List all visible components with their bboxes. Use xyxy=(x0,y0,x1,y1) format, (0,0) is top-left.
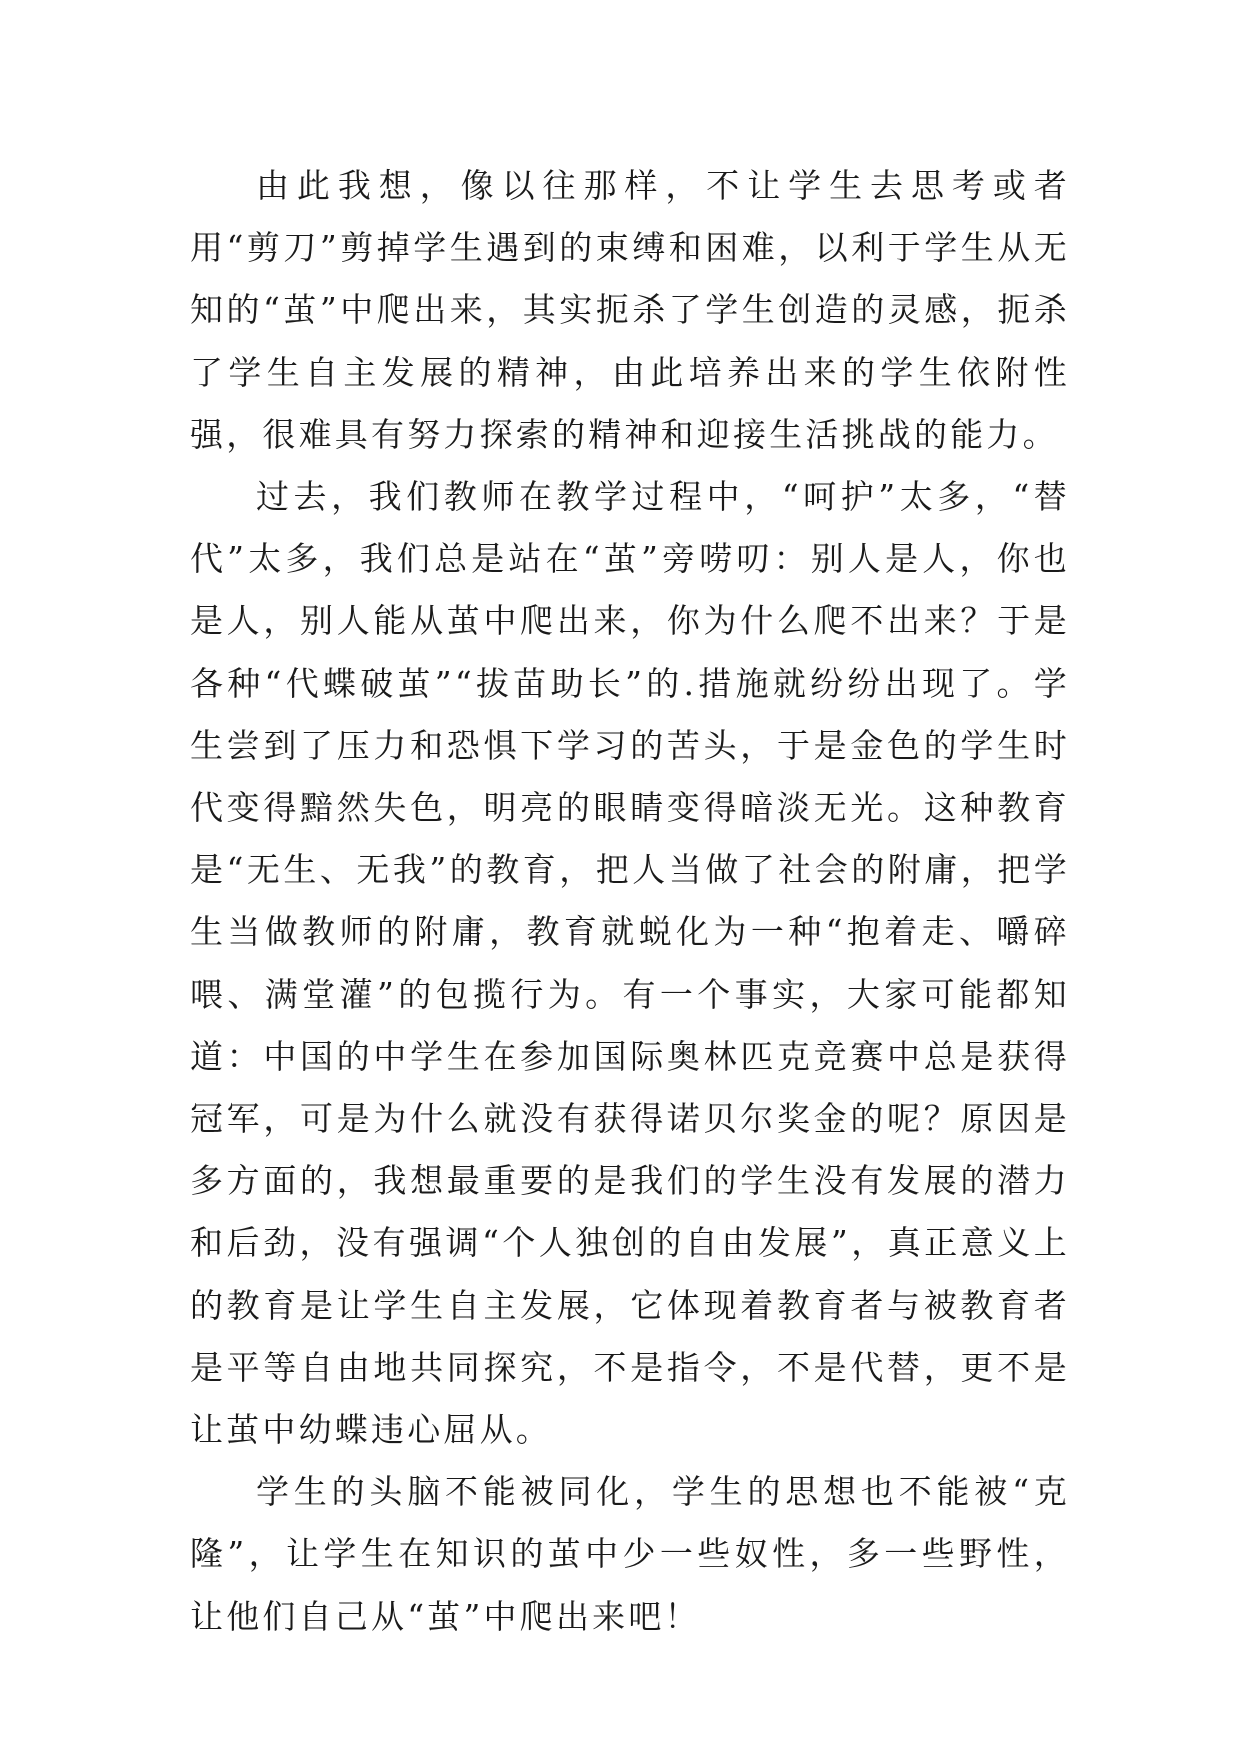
paragraph-2: 过去，我们教师在教学过程中，“呵护”太多，“替代”太多，我们总是站在“茧”旁唠叨：别人是人，你也是人，别人能从茧中爬出来，你为什么爬不出来？于是各种“代蝶破茧”“拔苗助长”的.措施就纷纷出现了。学生尝到了压力和恐惧下学习的苦头，于是金色的学生时代变得黯然失色，明亮的眼睛变得暗淡无光。这种教育是“无生、无我”的教育，把人当做了社会的附庸，把学生当做教师的附庸，教育就蜕化为一种“抱着走、嚼碎喂、满堂灌”的包揽行为。有一个事实，大家可能都知道：中国的中学生在参加国际奥林匹克竞赛中总是获得冠军，可是为什么就没有获得诺贝尔奖金的呢？原因是多方面的，我想最重要的是我们的学生没有发展的潜力和后劲，没有强调“个人独创的自由发展”，真正意义上的教育是让学生自主发展，它体现着教育者与被教育者是平等自由地共同探究，不是指令，不是代替，更不是让茧中幼蝶违心屈从。 xyxy=(190,477,1070,1450)
paragraph-1: 由此我想，像以往那样，不让学生去思考或者用“剪刀”剪掉学生遇到的束缚和困难，以利于学生从无知的“茧”中爬出来，其实扼杀了学生创造的灵感，扼杀了学生自主发展的精神，由此培养出来的学生依附性强，很难具有努力探索的精神和迎接生活挑战的能力。 xyxy=(190,166,1070,454)
paragraph-3: 学生的头脑不能被同化，学生的思想也不能被“克隆”，让学生在知识的茧中少一些奴性，多一些野性，让他们自己从“茧”中爬出来吧！ xyxy=(190,1472,1070,1636)
document-body xyxy=(190,155,1070,1648)
